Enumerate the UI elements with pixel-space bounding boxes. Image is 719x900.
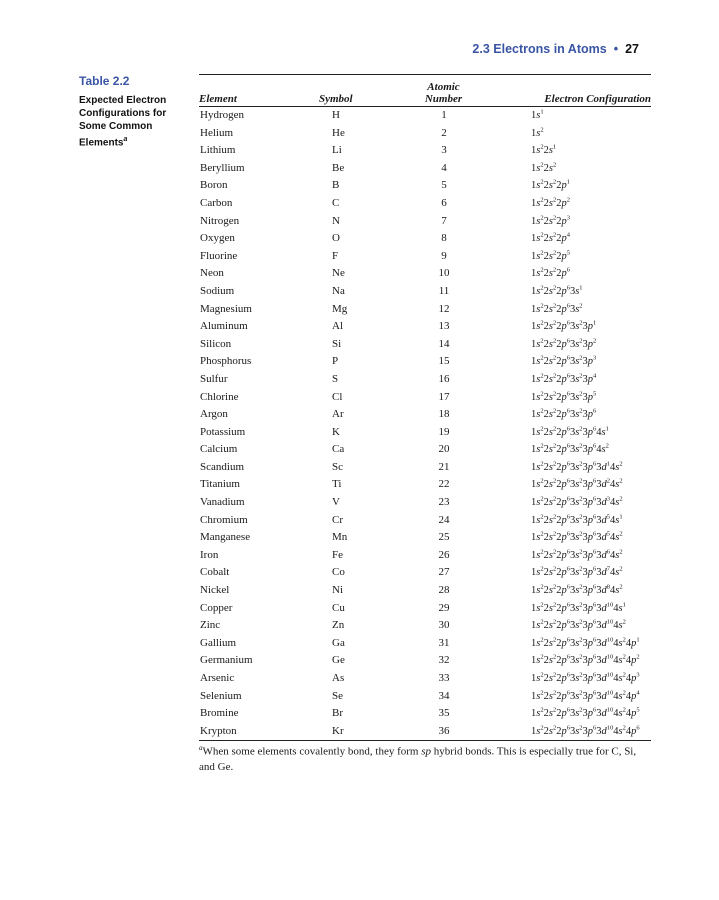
table-row — [199, 512, 651, 530]
atomic-number-cell: 23 — [438, 496, 450, 509]
symbol-cell: Se — [332, 689, 343, 702]
electron-configuration-cell: $1s^22s^22p^63s^23p^63d^{10}4s^24p^4$ — [531, 689, 640, 702]
header-electron-configuration: Electron Configuration — [544, 93, 651, 105]
element-cell: Phosphorus — [200, 355, 252, 368]
element-cell: Krypton — [200, 724, 237, 737]
element-cell: Chlorine — [200, 390, 239, 403]
element-cell: Hydrogen — [200, 109, 244, 121]
table-row — [199, 248, 651, 266]
element-cell: Argon — [200, 408, 228, 421]
atomic-number-cell: 26 — [438, 548, 450, 561]
electron-configuration-cell: $1s^22s^22p^63s^23p^63d^24s^2$ — [531, 477, 623, 491]
symbol-cell: Be — [332, 161, 345, 174]
electron-configuration-cell: $1s^22s^22p^63s^23p^63d^74s^2$ — [531, 565, 623, 579]
header-atomic-number: Atomic Number — [424, 81, 463, 105]
element-cell: Beryllium — [200, 161, 245, 174]
table-caption — [79, 74, 179, 149]
table-footnote — [199, 741, 654, 775]
symbol-cell: H — [332, 109, 340, 121]
symbol-cell: Li — [332, 144, 342, 157]
electron-configuration-cell: $1s^1$ — [531, 108, 544, 121]
electron-configuration-cell: $1s^22s^22p^63s^23p^63d^{10}4s^2$ — [531, 618, 626, 632]
symbol-cell: Sc — [332, 460, 343, 473]
element-cell: Selenium — [200, 689, 242, 702]
symbol-cell: B — [332, 179, 340, 192]
element-cell: Oxygen — [200, 232, 235, 245]
table-row — [199, 635, 651, 653]
table-row — [199, 652, 651, 670]
element-cell: Sulfur — [200, 372, 228, 385]
element-cell: Titanium — [200, 478, 240, 491]
symbol-cell: Zn — [332, 619, 345, 632]
symbol-cell: Cu — [332, 601, 345, 614]
element-cell: Gallium — [200, 636, 237, 649]
atomic-number-cell: 17 — [438, 390, 450, 403]
symbol-cell: Cl — [332, 390, 343, 403]
atomic-number-cell: 35 — [438, 707, 450, 720]
electron-configuration-cell: $1s^22s^22p^63s^23p^2$ — [531, 337, 597, 350]
symbol-cell: Kr — [332, 724, 344, 737]
element-cell: Fluorine — [200, 249, 238, 262]
symbol-cell: Cr — [332, 513, 343, 526]
atomic-number-cell: 10 — [438, 267, 450, 280]
table-row — [199, 617, 651, 635]
table-row — [199, 705, 651, 723]
table-row — [199, 424, 651, 442]
element-cell: Scandium — [200, 460, 244, 473]
table-row — [199, 265, 651, 283]
atomic-number-cell: 36 — [438, 724, 450, 737]
electron-configuration-cell: $1s^22s^22p^63s^23p^63d^{10}4s^1$ — [531, 601, 626, 614]
symbol-cell: S — [332, 372, 339, 385]
electron-configuration-cell: $1s^22s^22p^63s^23p^6$ — [531, 407, 597, 421]
atomic-number-cell: 19 — [438, 425, 450, 438]
symbol-cell: He — [332, 126, 345, 139]
electron-configuration-cell: $1s^22s^22p^63s^23p^64s^1$ — [531, 425, 609, 438]
electron-configuration-cell: $1s^2$ — [531, 126, 544, 139]
table-row — [199, 582, 651, 600]
atomic-number-cell: 16 — [438, 372, 450, 385]
symbol-cell: Br — [332, 707, 343, 720]
atomic-number-cell: 22 — [438, 478, 450, 491]
atomic-number-cell: 2 — [441, 126, 447, 139]
symbol-cell: Mn — [332, 531, 348, 544]
table-row — [199, 529, 651, 547]
electron-configuration-cell: $1s^22s^22p^63s^23p^63d^64s^2$ — [531, 548, 623, 561]
table-title-text: Expected Electron Configurations for Some Common Elements — [79, 95, 167, 149]
electron-configuration-cell: $1s^22s^22p^63s^23p^63d^54s^2$ — [531, 530, 623, 544]
table-row — [199, 107, 651, 125]
table-row — [199, 459, 651, 477]
element-cell: Bromine — [200, 707, 239, 720]
atomic-number-cell: 7 — [441, 214, 447, 227]
element-cell: Sodium — [200, 284, 235, 297]
table-title-footnote-mark: a — [123, 136, 128, 143]
element-cell: Iron — [200, 548, 219, 561]
table-row — [199, 353, 651, 371]
symbol-cell: F — [332, 249, 339, 262]
element-cell: Nitrogen — [200, 214, 240, 227]
electron-configuration-cell: $1s^22s^22p^2$ — [531, 196, 570, 209]
table-row — [199, 195, 651, 213]
electron-configuration-cell: $1s^22s^22p^1$ — [531, 178, 570, 192]
element-cell: Cobalt — [200, 566, 230, 579]
atomic-number-cell: 18 — [438, 408, 450, 421]
electron-configuration-cell: $1s^22s^22p^63s^23p^63d^14s^2$ — [531, 460, 623, 473]
symbol-cell: Ge — [332, 654, 345, 667]
atomic-number-cell: 34 — [438, 689, 450, 702]
electron-configuration-cell: $1s^22s^2$ — [531, 161, 557, 174]
symbol-cell: As — [332, 672, 345, 684]
table-title — [79, 94, 179, 149]
element-cell: Vanadium — [200, 496, 245, 509]
atomic-number-cell: 3 — [441, 144, 447, 157]
header-separator: • — [613, 42, 619, 56]
table-row — [199, 160, 651, 178]
symbol-cell: Ar — [332, 408, 344, 421]
table-row — [199, 723, 651, 741]
table-row — [199, 177, 651, 195]
symbol-cell: Al — [332, 320, 343, 333]
atomic-number-cell: 9 — [441, 249, 447, 262]
atomic-number-cell: 33 — [438, 672, 450, 684]
atomic-number-cell: 6 — [441, 196, 447, 209]
electron-configuration-cell: $1s^22s^22p^63s^23p^1$ — [531, 319, 597, 333]
element-cell: Carbon — [200, 196, 233, 209]
symbol-cell: Ni — [332, 584, 343, 597]
atomic-number-cell: 13 — [438, 320, 450, 333]
element-cell: Neon — [200, 267, 224, 280]
page-number: 27 — [625, 42, 639, 56]
table-body — [199, 107, 651, 740]
electron-configuration-cell: $1s^22s^22p^3$ — [531, 214, 570, 227]
element-cell: Zinc — [200, 619, 221, 632]
electron-configuration-cell: $1s^22s^1$ — [531, 143, 557, 157]
symbol-cell: Si — [332, 337, 342, 350]
symbol-cell: Co — [332, 566, 345, 579]
element-cell: Potassium — [200, 425, 246, 438]
table-row — [199, 600, 651, 618]
table-row — [199, 564, 651, 582]
electron-configuration-cell: $1s^22s^22p^63s^1$ — [531, 284, 583, 297]
atomic-number-cell: 31 — [438, 636, 450, 649]
element-cell: Arsenic — [200, 672, 235, 684]
symbol-cell: N — [332, 214, 340, 227]
electron-configuration-cell: $1s^22s^22p^6$ — [531, 266, 570, 280]
symbol-cell: V — [332, 496, 340, 509]
footnote-mark: a — [199, 744, 203, 752]
element-cell: Magnesium — [200, 302, 252, 315]
atomic-number-cell: 32 — [438, 654, 450, 667]
symbol-cell: Ne — [332, 267, 345, 280]
atomic-number-cell: 20 — [438, 443, 450, 456]
electron-configuration-cell: $1s^22s^22p^63s^23p^63d^34s^2$ — [531, 495, 623, 509]
electron-configuration-cell: $1s^22s^22p^63s^23p^5$ — [531, 390, 597, 403]
electron-configuration-cell: $1s^22s^22p^63s^2$ — [531, 302, 583, 315]
symbol-cell: Mg — [332, 302, 348, 315]
element-cell: Lithium — [200, 144, 236, 157]
atomic-number-cell: 4 — [441, 161, 447, 174]
header-symbol: Symbol — [319, 93, 353, 105]
atomic-number-cell: 24 — [438, 513, 450, 526]
table-row — [199, 494, 651, 512]
element-cell: Chromium — [200, 513, 248, 526]
electron-configuration-cell: $1s^22s^22p^63s^23p^63d^{10}4s^24p^1$ — [531, 636, 640, 649]
atomic-number-cell: 11 — [438, 284, 450, 297]
table-number: Table 2.2 — [79, 74, 130, 88]
atomic-number-cell: 21 — [438, 460, 450, 473]
table-row — [199, 125, 651, 143]
table-row — [199, 301, 651, 319]
table-row — [199, 670, 651, 688]
table-row — [199, 688, 651, 706]
atomic-number-cell: 29 — [438, 601, 450, 614]
header-element: Element — [199, 93, 237, 105]
element-cell: Copper — [200, 601, 233, 614]
element-cell: Calcium — [200, 443, 238, 456]
atomic-number-cell: 8 — [441, 232, 447, 245]
symbol-cell: P — [332, 355, 339, 368]
table-header-row — [199, 75, 651, 106]
electron-configuration-cell: $1s^22s^22p^63s^23p^63d^{10}4s^24p^2$ — [531, 653, 640, 667]
table-row — [199, 371, 651, 389]
atomic-number-cell: 27 — [438, 566, 450, 579]
symbol-cell: Ca — [332, 443, 345, 456]
table-row — [199, 230, 651, 248]
symbol-cell: O — [332, 232, 340, 245]
element-cell: Manganese — [200, 531, 251, 544]
electron-configuration-cell: $1s^22s^22p^4$ — [531, 231, 570, 245]
atomic-number-cell: 5 — [441, 179, 447, 192]
section-title: 2.3 Electrons in Atoms — [472, 42, 607, 56]
table-row — [199, 213, 651, 231]
table-row — [199, 283, 651, 301]
atomic-number-cell: 14 — [438, 337, 450, 350]
atomic-number-cell: 1 — [441, 109, 447, 121]
element-cell: Silicon — [200, 337, 232, 350]
table-row — [199, 406, 651, 424]
element-cell: Nickel — [200, 584, 230, 597]
electron-configuration-cell: $1s^22s^22p^63s^23p^63d^{10}4s^24p^3$ — [531, 671, 640, 684]
symbol-cell: C — [332, 196, 340, 209]
table-row — [199, 142, 651, 160]
electron-configuration-cell: $1s^22s^22p^5$ — [531, 249, 570, 262]
atomic-number-cell: 12 — [438, 302, 450, 315]
element-cell: Helium — [200, 126, 233, 139]
atomic-number-cell: 28 — [438, 584, 450, 597]
table-row — [199, 318, 651, 336]
element-cell: Aluminum — [200, 320, 248, 333]
atomic-number-cell: 15 — [438, 355, 450, 368]
table-row — [199, 336, 651, 354]
electron-configuration-cell: $1s^22s^22p^63s^23p^64s^2$ — [531, 442, 609, 456]
electron-configuration-cell: $1s^22s^22p^63s^23p^63d^54s^1$ — [531, 513, 623, 526]
table-row — [199, 547, 651, 565]
footnote-text: When some elements covalently bond, they form sp hybrid bonds. This is especially true for C, Si, and Ge. — [199, 745, 637, 773]
table-row — [199, 476, 651, 494]
element-cell: Boron — [200, 179, 228, 192]
electron-configuration-cell: $1s^22s^22p^63s^23p^63d^84s^2$ — [531, 583, 623, 597]
electron-config-table — [199, 74, 651, 741]
table-row — [199, 389, 651, 407]
electron-configuration-cell: $1s^22s^22p^63s^23p^63d^{10}4s^24p^5$ — [531, 706, 640, 720]
element-cell: Germanium — [200, 654, 253, 667]
symbol-cell: Ti — [332, 478, 342, 491]
symbol-cell: K — [332, 425, 340, 438]
table-row — [199, 441, 651, 459]
electron-configuration-cell: $1s^22s^22p^63s^23p^63d^{10}4s^24p^6$ — [531, 724, 640, 737]
electron-configuration-cell: $1s^22s^22p^63s^23p^4$ — [531, 372, 597, 385]
atomic-number-cell: 30 — [438, 619, 450, 632]
electron-configuration-cell: $1s^22s^22p^63s^23p^3$ — [531, 354, 597, 368]
atomic-number-cell: 25 — [438, 531, 450, 544]
symbol-cell: Na — [332, 284, 345, 297]
symbol-cell: Fe — [332, 548, 343, 561]
running-header — [472, 42, 639, 56]
symbol-cell: Ga — [332, 636, 345, 649]
